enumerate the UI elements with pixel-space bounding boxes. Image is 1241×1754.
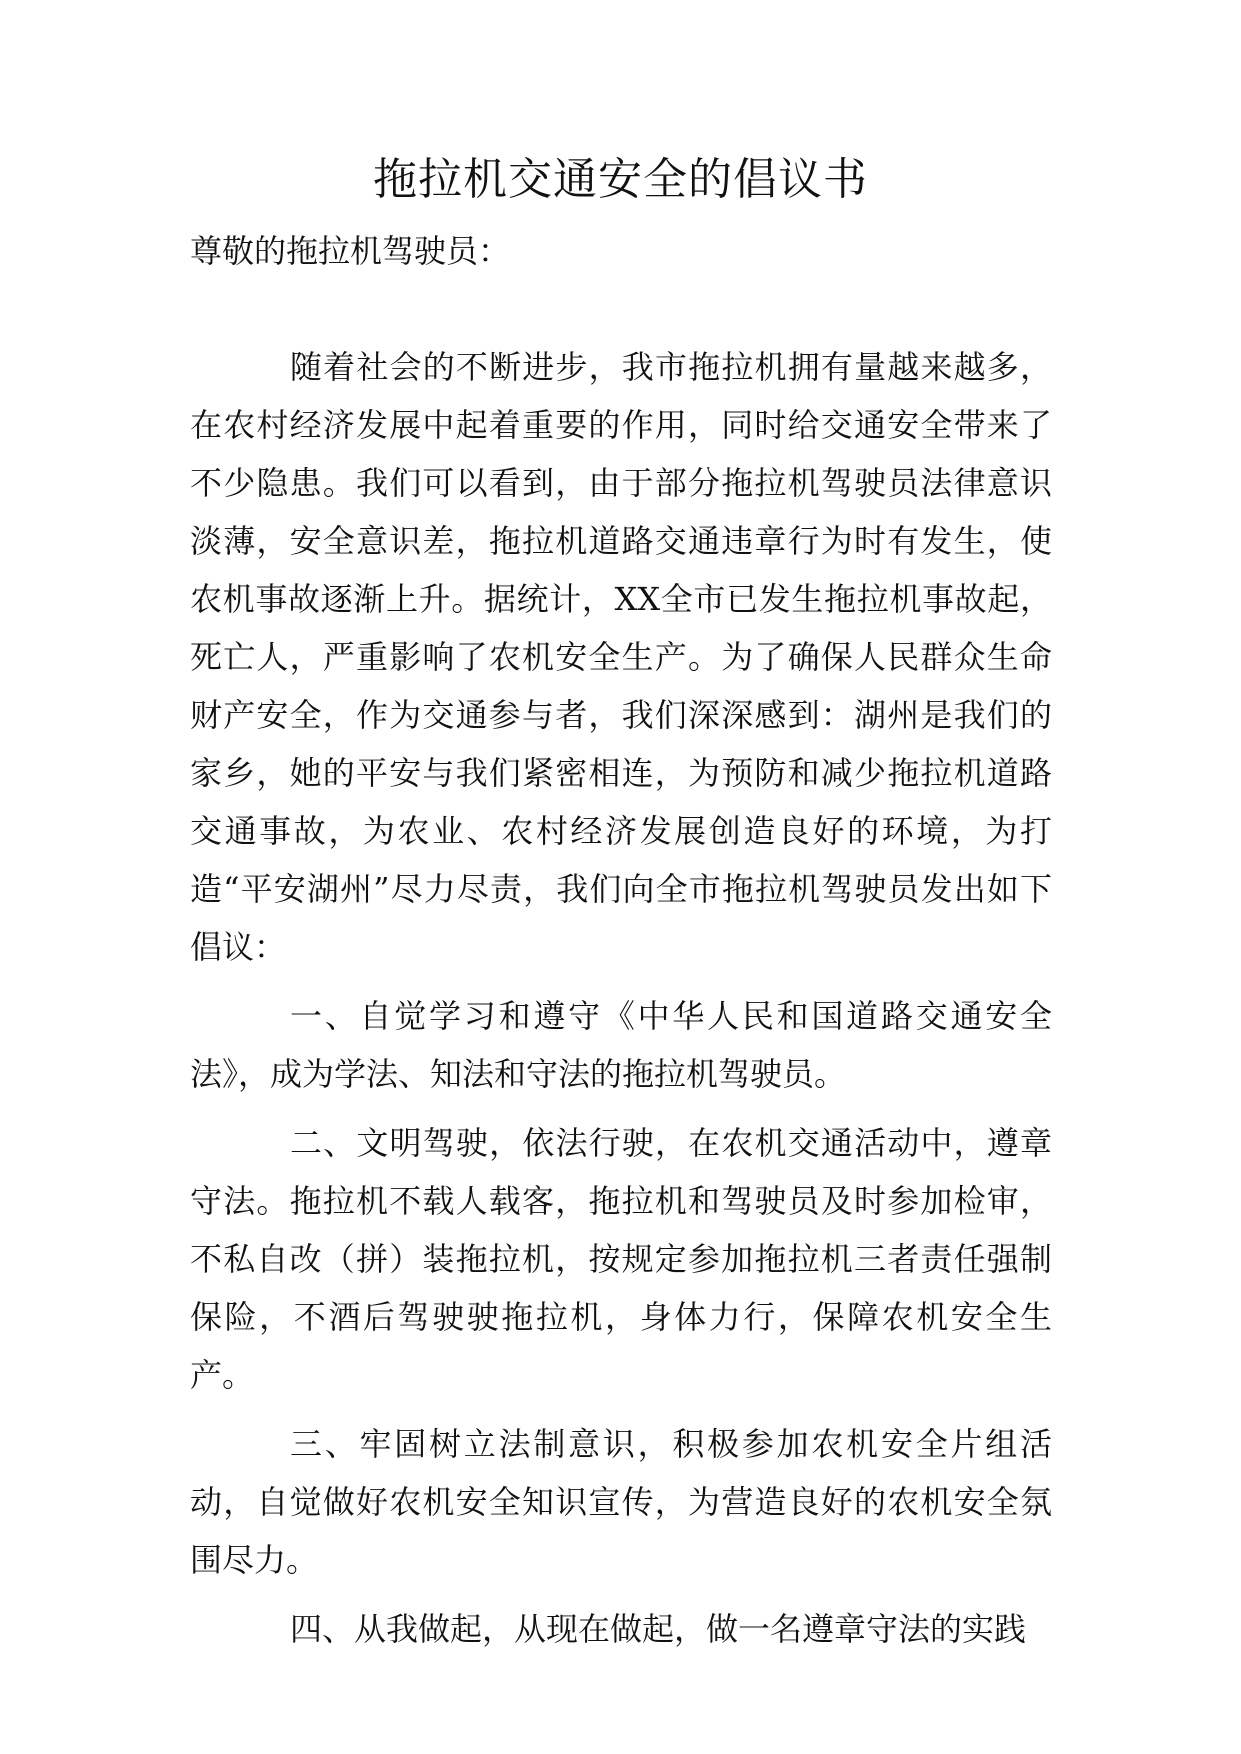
paragraph-intro: 随着社会的不断进步，我市拖拉机拥有量越来越多，在农村经济发展中起着重要的作用，同时给交通安全带来了不少隐患。我们可以看到，由于部分拖拉机驾驶员法律意识淡薄，安全意识差，拖拉机道路交通违章行为时有发生，使农机事故逐渐上升。据统计，XX全市已发生拖拉机事故起，死亡人，严重影响了农机安全生产。为了确保人民群众生命财产安全，作为交通参与者，我们深深感到：湖州是我们的家乡，她的平安与我们紧密相连，为预防和减少拖拉机道路交通事故，为农业、农村经济发展创造良好的环境，为打造“平安湖州”尽力尽责，我们向全市拖拉机驾驶员发出如下倡议： [190, 348, 1052, 966]
paragraph-proposal-3: 三、牢固树立法制意识，积极参加农机安全片组活动，自觉做好农机安全知识宣传，为营造良好的农机安全氛围尽力。 [190, 1425, 1052, 1579]
paragraph-proposal-1: 一、自觉学习和遵守《中华人民和国道路交通安全法》，成为学法、知法和守法的拖拉机驾驶员。 [190, 997, 1052, 1093]
paragraph-proposal-2: 二、文明驾驶，依法行驶，在农机交通活动中，遵章守法。拖拉机不载人载客，拖拉机和驾驶员及时参加检审，不私自改（拼）装拖拉机，按规定参加拖拉机三者责任强制保险，不酒后驾驶驶拖拉机，身体力行，保障农机安全生产。 [190, 1124, 1052, 1394]
paragraph-proposal-4: 四、从我做起，从现在做起，做一名遵章守法的实践 [290, 1610, 1027, 1648]
document-title: 拖拉机交通安全的倡议书 [373, 154, 868, 205]
salutation: 尊敬的拖拉机驾驶员： [190, 232, 511, 270]
document-body [190, 338, 1052, 1658]
